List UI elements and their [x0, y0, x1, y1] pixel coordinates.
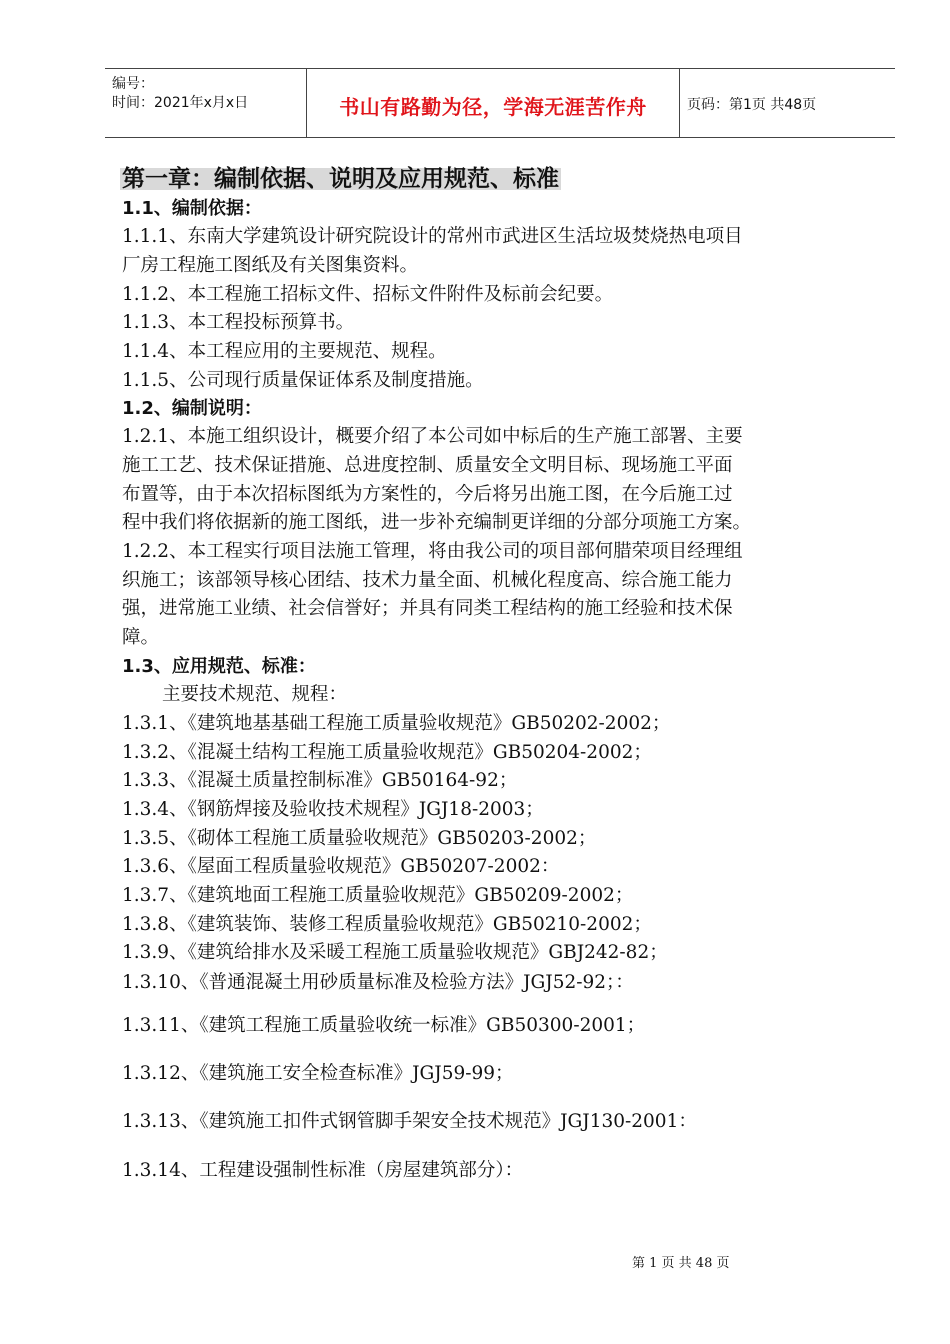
paragraph-line: 程中我们将依据新的施工图纸，进一步补充编制更详细的分部分项施工方案。: [122, 512, 752, 533]
paragraph-line: 1.1.1、东南大学建筑设计研究院设计的常州市武进区生活垃圾焚烧热电项目: [122, 226, 743, 247]
paragraph-line: 障。: [122, 627, 160, 648]
paragraph-line: 1.1.2、本工程施工招标文件、招标文件附件及标前会纪要。: [122, 284, 614, 305]
standard-item: 1.3.2、《混凝土结构工程施工质量验收规范》GB50204-2002；: [122, 742, 652, 763]
standards-intro: 主要技术规范、规程：: [162, 684, 348, 705]
standard-item: 1.3.1、《建筑地基基础工程施工质量验收规范》GB50202-2002；: [122, 713, 671, 734]
number-label: 编号：: [112, 76, 154, 92]
standard-item: 1.3.5、《砌体工程施工质量验收规范》GB50203-2002；: [122, 828, 597, 849]
page-footer: 第 1 页 共 48 页: [632, 1256, 730, 1271]
standard-item: 1.3.13、《建筑施工扣件式钢管脚手架安全技术规范》JGJ130-2001：: [122, 1111, 697, 1132]
document-header: [105, 68, 895, 138]
standard-item: 1.3.9、《建筑给排水及采暖工程施工质量验收规范》GBJ242-82；: [122, 942, 668, 963]
paragraph-line: 1.2.1、本施工组织设计，概要介绍了本公司如中标后的生产施工部署、主要: [122, 426, 743, 447]
header-meta-cell: [105, 69, 307, 137]
paragraph-line: 1.2.2、本工程实行项目法施工管理，将由我公司的项目部何腊荣项目经理组: [122, 541, 743, 562]
page-info: 页码：第1页 共48页: [687, 97, 817, 113]
paragraph-line: 织施工；该部领导核心团结、技术力量全面、机械化程度高、综合施工能力: [122, 570, 733, 591]
paragraph-line: 1.1.5、公司现行质量保证体系及制度措施。: [122, 370, 484, 391]
standard-item: 1.3.6、《屋面工程质量验收规范》GB50207-2002：: [122, 856, 560, 877]
standard-item: 1.3.10、《普通混凝土用砂质量标准及检验方法》JGJ52-92；：: [122, 972, 634, 993]
time-label: 时间：2021年x月x日: [112, 95, 249, 111]
paragraph-line: 厂房工程施工图纸及有关图集资料。: [122, 255, 419, 276]
section-title-1-1: 1.1、编制依据：: [122, 198, 262, 219]
section-title-1-3: 1.3、应用规范、标准：: [122, 656, 316, 677]
paragraph-line: 布置等，由于本次招标图纸为方案性的，今后将另出施工图，在今后施工过: [122, 484, 733, 505]
paragraph-line: 施工工艺、技术保证措施、总进度控制、质量安全文明目标、现场施工平面: [122, 455, 733, 476]
chapter-title: 第一章：编制依据、说明及应用规范、标准: [122, 165, 559, 192]
standard-item: 1.3.3、《混凝土质量控制标准》GB50164-92；: [122, 770, 518, 791]
paragraph-line: 1.1.4、本工程应用的主要规范、规程。: [122, 341, 447, 362]
standard-item: 1.3.14、工程建设强制性标准（房屋建筑部分）：: [122, 1160, 524, 1181]
section-title-1-2: 1.2、编制说明：: [122, 398, 262, 419]
standard-item: 1.3.11、《建筑工程施工质量验收统一标准》GB50300-2001；: [122, 1015, 646, 1036]
paragraph-line: 强，进常施工业绩、社会信誉好；并具有同类工程结构的施工经验和技术保: [122, 598, 733, 619]
standard-item: 1.3.8、《建筑装饰、装修工程质量验收规范》GB50210-2002；: [122, 914, 652, 935]
standard-item: 1.3.12、《建筑施工安全检查标准》JGJ59-99；: [122, 1063, 514, 1084]
header-motto-cell: [307, 69, 680, 137]
standard-item: 1.3.4、《钢筋焊接及验收技术规程》JGJ18-2003；: [122, 799, 544, 820]
paragraph-line: 1.1.3、本工程投标预算书。: [122, 312, 355, 333]
motto: 书山有路勤为径，学海无涯苦作舟: [339, 95, 647, 119]
standard-item: 1.3.7、《建筑地面工程施工质量验收规范》GB50209-2002；: [122, 885, 634, 906]
